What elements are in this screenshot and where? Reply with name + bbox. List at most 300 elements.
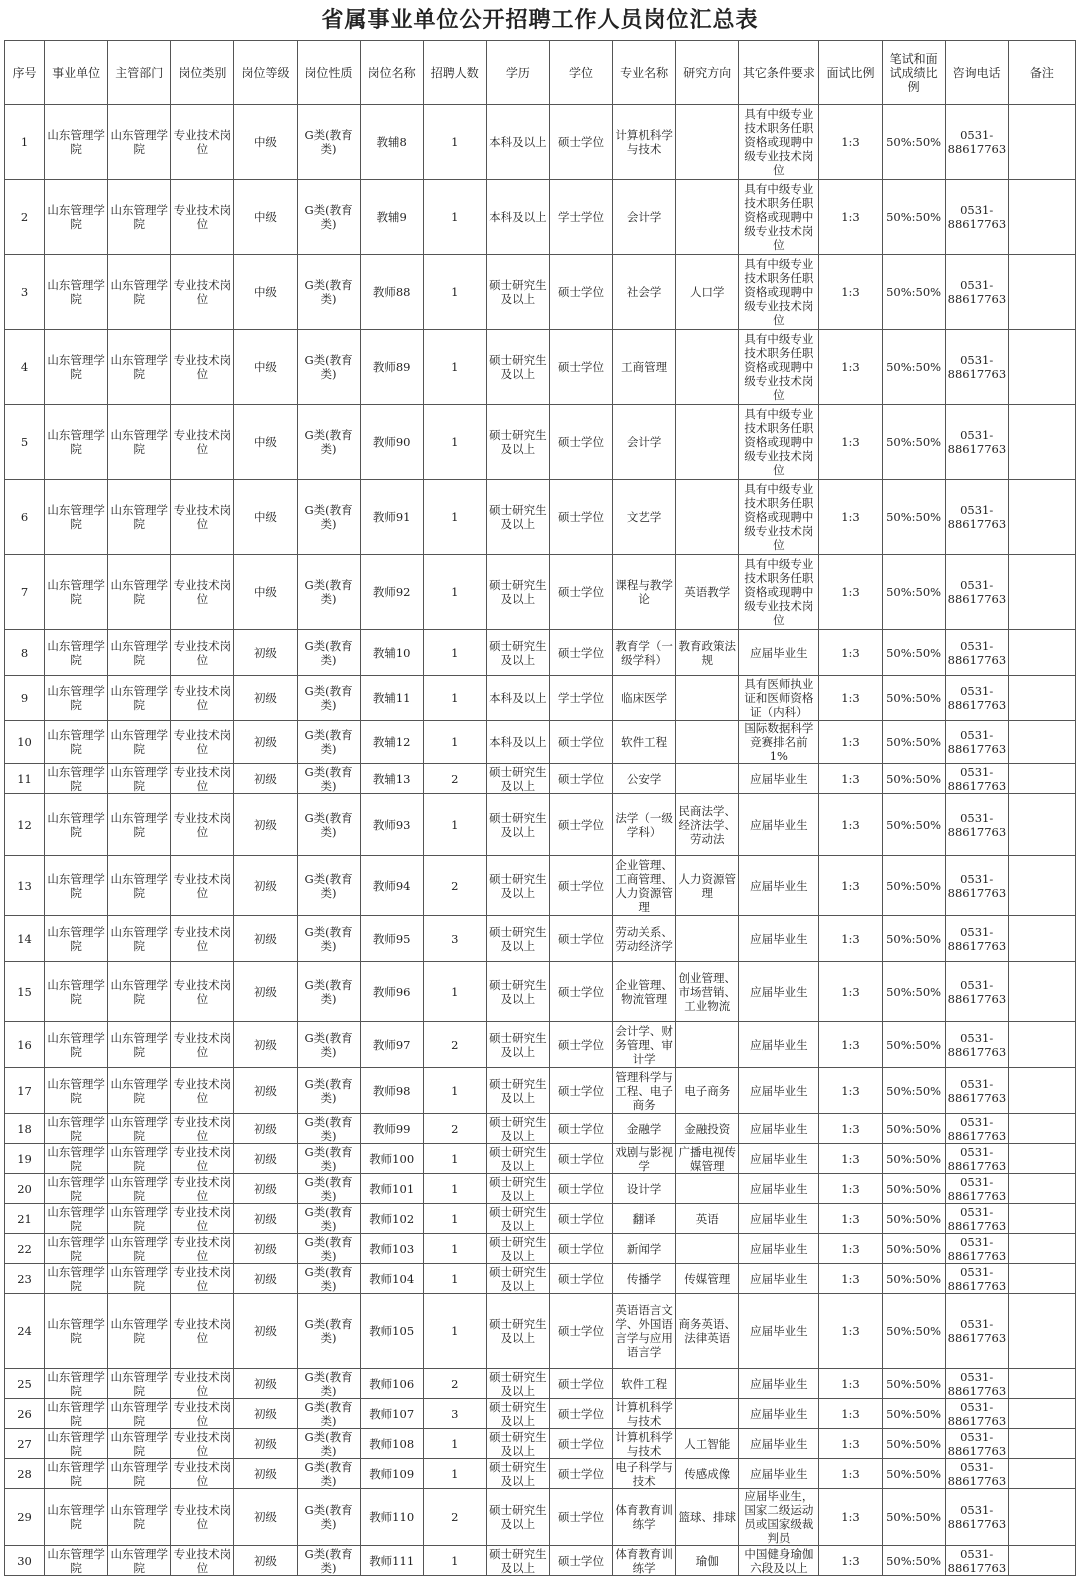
table-body <box>5 105 1076 1576</box>
table-cell: 社会学 <box>613 255 676 330</box>
table-cell: 教师102 <box>360 1204 423 1234</box>
table-cell: 具有中级专业技术职务任职资格或现聘中级专业技术岗位 <box>739 105 819 180</box>
table-cell <box>676 1234 739 1264</box>
table-cell: 硕士学位 <box>549 480 612 555</box>
table-row <box>5 1174 1076 1204</box>
column-header: 学历 <box>486 41 549 105</box>
table-cell: 山东管理学院 <box>45 721 108 764</box>
table-cell: 1:3 <box>819 764 882 794</box>
table-cell: 50%:50% <box>882 916 945 962</box>
table-cell: G类(教育类) <box>297 630 360 676</box>
table-cell: 硕士学位 <box>549 1459 612 1489</box>
table-cell: 山东管理学院 <box>45 1294 108 1369</box>
table-cell: 50%:50% <box>882 1204 945 1234</box>
table-cell: 硕士学位 <box>549 1294 612 1369</box>
table-cell: 硕士学位 <box>549 105 612 180</box>
table-cell: 0531-88617763 <box>945 1489 1008 1546</box>
table-cell: 应届毕业生 <box>739 1459 819 1489</box>
table-cell: 应届毕业生 <box>739 1369 819 1399</box>
table-row <box>5 1068 1076 1114</box>
table-cell: 山东管理学院 <box>108 480 171 555</box>
table-cell: 山东管理学院 <box>108 1068 171 1114</box>
table-cell: 山东管理学院 <box>108 1022 171 1068</box>
table-cell: 硕士研究生及以上 <box>486 1459 549 1489</box>
table-row <box>5 916 1076 962</box>
table-cell: 山东管理学院 <box>45 764 108 794</box>
table-cell <box>676 721 739 764</box>
table-cell: 法学（一级学科） <box>613 794 676 856</box>
table-cell: 山东管理学院 <box>108 180 171 255</box>
table-cell: 应届毕业生 <box>739 962 819 1022</box>
table-cell: 硕士学位 <box>549 1174 612 1204</box>
table-cell: 山东管理学院 <box>45 1429 108 1459</box>
table-cell: 专业技术岗位 <box>171 916 234 962</box>
table-cell: 中级 <box>234 180 297 255</box>
table-cell: 篮球、排球 <box>676 1489 739 1546</box>
table-cell: 1:3 <box>819 405 882 480</box>
table-cell: 金融投资 <box>676 1114 739 1144</box>
table-cell <box>1008 105 1075 180</box>
table-row <box>5 480 1076 555</box>
table-cell: 硕士学位 <box>549 721 612 764</box>
table-cell: 0531-88617763 <box>945 630 1008 676</box>
table-cell: 1:3 <box>819 1459 882 1489</box>
table-cell: G类(教育类) <box>297 1204 360 1234</box>
table-cell: G类(教育类) <box>297 764 360 794</box>
table-cell: 0531-88617763 <box>945 1369 1008 1399</box>
table-cell: 山东管理学院 <box>108 1429 171 1459</box>
table-cell: 传感成像 <box>676 1459 739 1489</box>
table-cell: 1:3 <box>819 1204 882 1234</box>
table-cell: 民商法学、经济法学、劳动法 <box>676 794 739 856</box>
table-cell: 文艺学 <box>613 480 676 555</box>
table-cell: 广播电视传媒管理 <box>676 1144 739 1174</box>
table-cell <box>1008 330 1075 405</box>
table-cell: 硕士研究生及以上 <box>486 856 549 916</box>
table-cell: 硕士学位 <box>549 1546 612 1576</box>
table-cell: 专业技术岗位 <box>171 794 234 856</box>
table-cell: 硕士研究生及以上 <box>486 1294 549 1369</box>
table-cell: 应届毕业生 <box>739 1144 819 1174</box>
table-cell: 山东管理学院 <box>108 1546 171 1576</box>
table-cell: 山东管理学院 <box>45 1022 108 1068</box>
table-cell: 硕士研究生及以上 <box>486 1022 549 1068</box>
table-cell: 21 <box>5 1204 45 1234</box>
table-cell: 教师91 <box>360 480 423 555</box>
table-row <box>5 255 1076 330</box>
table-cell: 1:3 <box>819 1264 882 1294</box>
table-cell: 50%:50% <box>882 1489 945 1546</box>
table-cell: 中级 <box>234 405 297 480</box>
table-cell <box>676 405 739 480</box>
table-cell: 1 <box>423 480 486 555</box>
table-cell: 教育政策法规 <box>676 630 739 676</box>
table-cell: 中级 <box>234 555 297 630</box>
table-cell: 50%:50% <box>882 764 945 794</box>
table-cell <box>1008 1546 1075 1576</box>
table-cell: 16 <box>5 1022 45 1068</box>
table-cell: 专业技术岗位 <box>171 1144 234 1174</box>
table-cell: 山东管理学院 <box>108 1294 171 1369</box>
table-cell <box>1008 856 1075 916</box>
table-cell: 山东管理学院 <box>108 1204 171 1234</box>
table-row <box>5 555 1076 630</box>
table-cell <box>1008 555 1075 630</box>
table-cell: 硕士学位 <box>549 962 612 1022</box>
table-row <box>5 1399 1076 1429</box>
table-cell: 教师108 <box>360 1429 423 1459</box>
table-cell <box>676 180 739 255</box>
table-cell: 1:3 <box>819 676 882 721</box>
table-cell: 50%:50% <box>882 962 945 1022</box>
table-cell: 传媒管理 <box>676 1264 739 1294</box>
table-cell: 山东管理学院 <box>108 794 171 856</box>
table-cell: 1 <box>423 721 486 764</box>
table-cell: 硕士学位 <box>549 1022 612 1068</box>
table-cell: 9 <box>5 676 45 721</box>
table-cell: 50%:50% <box>882 1234 945 1264</box>
table-cell: G类(教育类) <box>297 180 360 255</box>
table-cell: 山东管理学院 <box>108 255 171 330</box>
table-cell: 1:3 <box>819 1144 882 1174</box>
table-cell: 设计学 <box>613 1174 676 1204</box>
table-cell: 初级 <box>234 1294 297 1369</box>
table-row <box>5 1264 1076 1294</box>
table-cell: 硕士学位 <box>549 255 612 330</box>
table-cell: G类(教育类) <box>297 1369 360 1399</box>
table-cell: 山东管理学院 <box>45 1264 108 1294</box>
table-cell <box>676 480 739 555</box>
table-cell: 1 <box>423 1144 486 1174</box>
table-cell: 1 <box>423 255 486 330</box>
table-cell: 教师100 <box>360 1144 423 1174</box>
table-cell: 50%:50% <box>882 180 945 255</box>
table-cell: 23 <box>5 1264 45 1294</box>
table-cell: 4 <box>5 330 45 405</box>
table-cell: 硕士学位 <box>549 1234 612 1264</box>
table-cell <box>1008 721 1075 764</box>
table-cell: 山东管理学院 <box>45 405 108 480</box>
table-cell: 18 <box>5 1114 45 1144</box>
table-row <box>5 405 1076 480</box>
table-cell: 1 <box>423 1429 486 1459</box>
table-cell: 0531-88617763 <box>945 1114 1008 1144</box>
table-cell: 22 <box>5 1234 45 1264</box>
table-cell: 0531-88617763 <box>945 480 1008 555</box>
table-cell: 应届毕业生 <box>739 1234 819 1264</box>
table-cell: G类(教育类) <box>297 721 360 764</box>
table-cell: 教师90 <box>360 405 423 480</box>
table-cell: 应届毕业生 <box>739 630 819 676</box>
table-cell: 50%:50% <box>882 630 945 676</box>
table-cell: 教师109 <box>360 1459 423 1489</box>
table-cell: 1:3 <box>819 1114 882 1144</box>
table-cell: 50%:50% <box>882 794 945 856</box>
table-cell <box>1008 255 1075 330</box>
table-cell <box>1008 676 1075 721</box>
table-cell: 硕士研究生及以上 <box>486 916 549 962</box>
table-cell: 山东管理学院 <box>45 916 108 962</box>
table-cell: 会计学 <box>613 180 676 255</box>
table-cell: G类(教育类) <box>297 1174 360 1204</box>
table-cell: 应届毕业生，国家二级运动员或国家级裁判员 <box>739 1489 819 1546</box>
table-cell: 3 <box>5 255 45 330</box>
table-cell: 0531-88617763 <box>945 330 1008 405</box>
table-cell: 公安学 <box>613 764 676 794</box>
table-cell: 50%:50% <box>882 1264 945 1294</box>
table-cell: 专业技术岗位 <box>171 1114 234 1144</box>
table-cell: G类(教育类) <box>297 105 360 180</box>
table-cell: 具有中级专业技术职务任职资格或现聘中级专业技术岗位 <box>739 180 819 255</box>
table-cell <box>1008 1459 1075 1489</box>
table-cell: 应届毕业生 <box>739 1294 819 1369</box>
table-cell: 企业管理、物流管理 <box>613 962 676 1022</box>
table-cell: 软件工程 <box>613 721 676 764</box>
table-cell: 1:3 <box>819 1546 882 1576</box>
table-row <box>5 676 1076 721</box>
table-row <box>5 330 1076 405</box>
table-cell <box>676 764 739 794</box>
table-cell: 1:3 <box>819 1068 882 1114</box>
table-cell: 硕士学位 <box>549 1264 612 1294</box>
table-cell <box>676 1022 739 1068</box>
table-row <box>5 1294 1076 1369</box>
table-cell: 0531-88617763 <box>945 105 1008 180</box>
table-cell: 山东管理学院 <box>45 856 108 916</box>
table-cell <box>1008 1369 1075 1399</box>
table-row <box>5 856 1076 916</box>
table-cell: 山东管理学院 <box>108 1234 171 1264</box>
table-cell <box>1008 764 1075 794</box>
table-cell: 50%:50% <box>882 1068 945 1114</box>
table-cell: 计算机科学与技术 <box>613 105 676 180</box>
table-cell: 1 <box>423 555 486 630</box>
table-cell: 初级 <box>234 794 297 856</box>
table-cell: 10 <box>5 721 45 764</box>
table-cell: 教辅12 <box>360 721 423 764</box>
table-cell: 硕士学位 <box>549 405 612 480</box>
table-cell: 山东管理学院 <box>108 330 171 405</box>
table-cell: 专业技术岗位 <box>171 1429 234 1459</box>
table-cell: 1:3 <box>819 255 882 330</box>
table-cell: 硕士学位 <box>549 856 612 916</box>
table-cell: 教辅8 <box>360 105 423 180</box>
table-row <box>5 1489 1076 1546</box>
table-cell: 教师101 <box>360 1174 423 1204</box>
table-cell: 硕士研究生及以上 <box>486 330 549 405</box>
table-cell: 中国健身瑜伽六段及以上 <box>739 1546 819 1576</box>
table-cell: 0531-88617763 <box>945 255 1008 330</box>
table-cell: 初级 <box>234 764 297 794</box>
table-cell: G类(教育类) <box>297 1264 360 1294</box>
table-cell: 1:3 <box>819 794 882 856</box>
table-cell: 0531-88617763 <box>945 721 1008 764</box>
table-cell: 50%:50% <box>882 1546 945 1576</box>
table-cell: 英语教学 <box>676 555 739 630</box>
table-cell: 硕士研究生及以上 <box>486 1369 549 1399</box>
table-cell: 0531-88617763 <box>945 1234 1008 1264</box>
table-cell: 本科及以上 <box>486 180 549 255</box>
table-cell: 专业技术岗位 <box>171 1399 234 1429</box>
table-cell: 0531-88617763 <box>945 676 1008 721</box>
table-cell: 教师98 <box>360 1068 423 1114</box>
table-cell: 7 <box>5 555 45 630</box>
table-cell <box>1008 180 1075 255</box>
table-cell: 26 <box>5 1399 45 1429</box>
table-cell: 教师88 <box>360 255 423 330</box>
table-cell: 硕士研究生及以上 <box>486 1114 549 1144</box>
table-cell <box>676 105 739 180</box>
table-cell: 专业技术岗位 <box>171 1459 234 1489</box>
table-cell: 硕士研究生及以上 <box>486 1068 549 1114</box>
table-cell: 专业技术岗位 <box>171 721 234 764</box>
table-cell: 山东管理学院 <box>45 105 108 180</box>
table-cell: 0531-88617763 <box>945 764 1008 794</box>
table-cell: 1 <box>423 105 486 180</box>
table-cell: 山东管理学院 <box>45 555 108 630</box>
table-cell: 硕士研究生及以上 <box>486 1234 549 1264</box>
table-cell: 山东管理学院 <box>45 1204 108 1234</box>
table-cell <box>676 916 739 962</box>
table-cell: 1 <box>423 1546 486 1576</box>
table-cell: 应届毕业生 <box>739 794 819 856</box>
table-cell: 2 <box>423 1489 486 1546</box>
column-header: 岗位等级 <box>234 41 297 105</box>
table-cell: 1:3 <box>819 1399 882 1429</box>
table-cell: 专业技术岗位 <box>171 856 234 916</box>
table-cell: 2 <box>423 1369 486 1399</box>
table-cell: 本科及以上 <box>486 105 549 180</box>
table-cell: 山东管理学院 <box>108 105 171 180</box>
table-cell: G类(教育类) <box>297 1459 360 1489</box>
table-cell: 28 <box>5 1459 45 1489</box>
table-cell: 具有中级专业技术职务任职资格或现聘中级专业技术岗位 <box>739 255 819 330</box>
table-cell: 硕士研究生及以上 <box>486 255 549 330</box>
table-cell: 工商管理 <box>613 330 676 405</box>
recruitment-table <box>4 40 1076 1576</box>
table-cell: 商务英语、法律英语 <box>676 1294 739 1369</box>
table-cell: 硕士学位 <box>549 1399 612 1429</box>
table-cell: 50%:50% <box>882 255 945 330</box>
table-row <box>5 1022 1076 1068</box>
table-cell: 劳动关系、劳动经济学 <box>613 916 676 962</box>
table-cell: 0531-88617763 <box>945 794 1008 856</box>
table-cell: 1 <box>423 676 486 721</box>
table-cell: 国际数据科学竞赛排名前1% <box>739 721 819 764</box>
table-cell: 山东管理学院 <box>45 1489 108 1546</box>
page-title: 省属事业单位公开招聘工作人员岗位汇总表 <box>321 7 759 33</box>
table-cell: 1:3 <box>819 1234 882 1264</box>
table-cell: 山东管理学院 <box>108 1489 171 1546</box>
table-cell: 初级 <box>234 1114 297 1144</box>
table-cell: 19 <box>5 1144 45 1174</box>
table-cell: 传播学 <box>613 1264 676 1294</box>
table-cell: 山东管理学院 <box>108 1459 171 1489</box>
table-cell: 英语 <box>676 1204 739 1234</box>
table-cell: 1:3 <box>819 630 882 676</box>
table-cell: 1:3 <box>819 480 882 555</box>
table-row <box>5 1429 1076 1459</box>
table-cell: 中级 <box>234 255 297 330</box>
table-cell: 具有中级专业技术职务任职资格或现聘中级专业技术岗位 <box>739 330 819 405</box>
table-cell: G类(教育类) <box>297 1022 360 1068</box>
table-cell <box>1008 1022 1075 1068</box>
table-cell: 硕士学位 <box>549 555 612 630</box>
table-cell: 山东管理学院 <box>45 1546 108 1576</box>
table-cell: 教师103 <box>360 1234 423 1264</box>
table-cell: G类(教育类) <box>297 1068 360 1114</box>
table-cell: 0531-88617763 <box>945 962 1008 1022</box>
table-cell <box>676 330 739 405</box>
table-cell: 山东管理学院 <box>108 764 171 794</box>
table-cell <box>1008 1174 1075 1204</box>
table-cell: 教师94 <box>360 856 423 916</box>
column-header: 事业单位 <box>45 41 108 105</box>
table-cell: 应届毕业生 <box>739 1068 819 1114</box>
table-cell: 硕士研究生及以上 <box>486 405 549 480</box>
table-cell: 初级 <box>234 856 297 916</box>
table-cell: 0531-88617763 <box>945 1429 1008 1459</box>
table-cell: 应届毕业生 <box>739 1399 819 1429</box>
table-row <box>5 1114 1076 1144</box>
table-cell: G类(教育类) <box>297 1294 360 1369</box>
table-cell: 0531-88617763 <box>945 1264 1008 1294</box>
table-cell: 1:3 <box>819 105 882 180</box>
table-cell: 6 <box>5 480 45 555</box>
column-header: 面试比例 <box>819 41 882 105</box>
table-cell: 初级 <box>234 1369 297 1399</box>
table-cell: 管理科学与工程、电子商务 <box>613 1068 676 1114</box>
table-cell: 专业技术岗位 <box>171 1068 234 1114</box>
table-cell: 山东管理学院 <box>45 1144 108 1174</box>
table-row <box>5 764 1076 794</box>
table-cell: 中级 <box>234 330 297 405</box>
table-cell: 1:3 <box>819 1174 882 1204</box>
table-row <box>5 1204 1076 1234</box>
table-cell: 初级 <box>234 962 297 1022</box>
table-cell: 1 <box>423 180 486 255</box>
table-cell: 硕士学位 <box>549 916 612 962</box>
table-cell: 1:3 <box>819 1294 882 1369</box>
table-cell: 初级 <box>234 1174 297 1204</box>
table-cell: 50%:50% <box>882 105 945 180</box>
table-cell: 初级 <box>234 1459 297 1489</box>
table-cell: 15 <box>5 962 45 1022</box>
table-cell: 应届毕业生 <box>739 1114 819 1144</box>
table-cell: 1 <box>5 105 45 180</box>
table-cell: 50%:50% <box>882 330 945 405</box>
table-cell: 专业技术岗位 <box>171 1489 234 1546</box>
table-cell: 1 <box>423 794 486 856</box>
table-cell: 应届毕业生 <box>739 1429 819 1459</box>
column-header: 学位 <box>549 41 612 105</box>
table-cell: 教师107 <box>360 1399 423 1429</box>
table-cell: 中级 <box>234 480 297 555</box>
table-cell: 50%:50% <box>882 721 945 764</box>
table-cell: 教师92 <box>360 555 423 630</box>
table-cell <box>1008 480 1075 555</box>
table-cell <box>1008 1114 1075 1144</box>
table-row <box>5 1459 1076 1489</box>
table-cell: 初级 <box>234 1068 297 1114</box>
table-cell: 应届毕业生 <box>739 764 819 794</box>
table-cell: 硕士研究生及以上 <box>486 1264 549 1294</box>
table-cell: 硕士学位 <box>549 630 612 676</box>
table-cell: 1:3 <box>819 916 882 962</box>
column-header: 咨询电话 <box>945 41 1008 105</box>
table-cell: 1:3 <box>819 856 882 916</box>
table-cell: 初级 <box>234 1399 297 1429</box>
